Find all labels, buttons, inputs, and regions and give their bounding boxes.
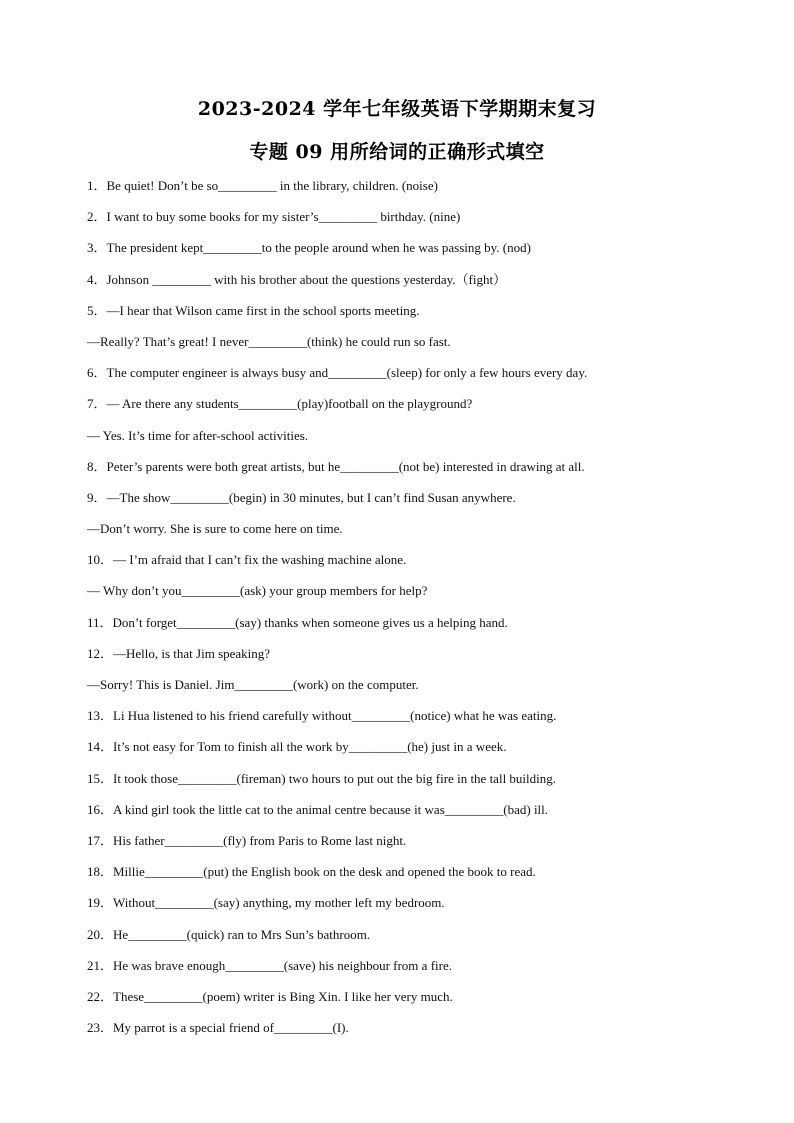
- question-9-prompt: 9．—The show_________(begin) in 30 minutes, but I can’t find Susan anywhere.: [87, 489, 516, 505]
- question-1: 1．Be quiet! Don’t be so_________ in the library, children. (noise): [87, 178, 438, 193]
- question-4: 4．Johnson _________ with his brother about the questions yesterday.（fight）: [87, 271, 507, 287]
- question-7-prompt: 7．— Are there any students_________(play)football on the playground?: [87, 396, 473, 412]
- document-subtitle: 专题 09 用所给词的正确形式填空: [249, 141, 545, 163]
- question-12-reply: —Sorry! This is Daniel. Jim_________(work) on the computer.: [87, 677, 419, 692]
- question-8: 8．Peter’s parents were both great artists, but he_________(not be) interested in drawing at all.: [87, 458, 585, 474]
- question-13: 13．Li Hua listened to his friend carefully without_________(notice) what he was eating.: [87, 708, 557, 724]
- question-19: 19．Without_________(say) anything, my mother left my bedroom.: [87, 895, 445, 911]
- question-15: 15．It took those_________(fireman) two hours to put out the big fire in the tall building.: [87, 770, 557, 786]
- question-11: 11．Don’t forget_________(say) thanks when someone gives us a helping hand.: [87, 614, 508, 630]
- question-23: 23．My parrot is a special friend of_________(I).: [87, 1020, 349, 1036]
- document-title: 2023-2024 学年七年级英语下学期期末复习: [197, 98, 597, 120]
- question-2: 2．I want to buy some books for my sister’s_________ birthday. (nine): [87, 209, 461, 225]
- question-16: 16．A kind girl took the little cat to the animal centre because it was_________(bad) ill.: [87, 801, 549, 817]
- question-6: 6．The computer engineer is always busy and_________(sleep) for only a few hours every day.: [87, 365, 588, 381]
- question-20: 20．He_________(quick) ran to Mrs Sun’s bathroom.: [87, 926, 371, 942]
- question-3: 3．The president kept_________to the people around when he was passing by. (nod): [87, 240, 531, 256]
- question-7-reply: — Yes. It’s time for after-school activities.: [87, 427, 309, 443]
- question-10-prompt: 10．— I’m afraid that I can’t fix the washing machine alone.: [87, 552, 407, 568]
- question-5-reply: —Really? That’s great! I never_________(think) he could run so fast.: [87, 333, 451, 349]
- question-5-prompt: 5．—I hear that Wilson came first in the school sports meeting.: [87, 302, 420, 318]
- question-17: 17．His father_________(fly) from Paris to Rome last night.: [87, 832, 407, 848]
- question-14: 14．It’s not easy for Tom to finish all the work by_________(he) just in a week.: [87, 739, 507, 755]
- question-12-prompt: 12．—Hello, is that Jim speaking?: [87, 645, 271, 661]
- question-21: 21．He was brave enough_________(save) his neighbour from a fire.: [87, 957, 452, 973]
- question-18: 18．Millie_________(put) the English book on the desk and opened the book to read.: [87, 864, 536, 880]
- exercise-list: [87, 174, 727, 1047]
- question-9-reply: —Don’t worry. She is sure to come here on time.: [87, 521, 343, 537]
- question-22: 22．These_________(poem) writer is Bing Xin. I like her very much.: [87, 988, 453, 1004]
- question-10-reply: — Why don’t you_________(ask) your group members for help?: [87, 583, 428, 599]
